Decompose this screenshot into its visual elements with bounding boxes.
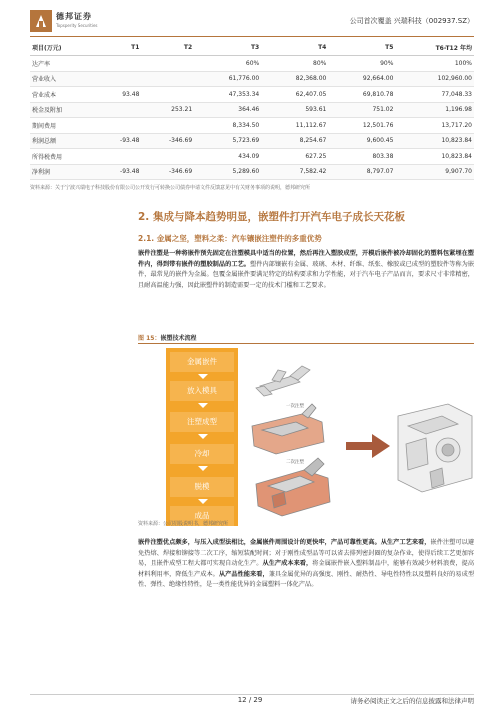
table-cell: 12,501.76 xyxy=(328,118,395,134)
table-cell: 61,776.00 xyxy=(194,71,261,87)
table-source: 资料来源：关于宁波兴瑞电子科技股份有限公司公开发行可转换公司债券申请文件反馈意见中有关财务事项的说明，德邦研究所 xyxy=(30,185,311,191)
flow-step: 冷却 xyxy=(170,444,234,464)
table-cell: 所得税费用 xyxy=(30,149,96,165)
paragraph-lead: 嵌件注塑优点颇多，与压入成型法相比，金属嵌件周围设计的更快牢，产品可靠性更高。 xyxy=(138,539,381,546)
table-cell xyxy=(141,87,194,103)
disclaimer-note: 请务必阅读正文之后的信息披露和法律声明 xyxy=(350,697,474,705)
table-cell: 11,112.67 xyxy=(261,118,328,134)
table-cell: 77,048.33 xyxy=(395,87,474,103)
table-cell: 90% xyxy=(328,56,395,72)
figure-divider xyxy=(138,343,474,344)
paragraph-insert-molding xyxy=(138,249,474,291)
table-cell: 净利润 xyxy=(30,164,96,180)
flow-step: 注塑成型 xyxy=(170,412,234,432)
figure-caption xyxy=(138,333,196,342)
down-arrow-icon xyxy=(198,403,208,408)
stage-label-second: 二次注塑 xyxy=(286,460,304,465)
cost-text: 将金属嵌件嵌入塑料制品中，能够有效减少材料浪费，提高材料利用率，降低生产成本。 xyxy=(138,560,475,578)
table-cell: 434.09 xyxy=(194,149,261,165)
table-cell xyxy=(96,149,141,165)
table-row xyxy=(30,102,474,118)
table-cell xyxy=(141,149,194,165)
table-cell xyxy=(141,118,194,134)
table-row xyxy=(30,149,474,165)
stage-label-first: 一次注塑 xyxy=(286,404,304,409)
process-heading: 从生产工艺来看， xyxy=(380,539,431,546)
footer-divider xyxy=(30,694,474,695)
table-cell: 7,582.42 xyxy=(261,164,328,180)
flow-step: 脱模 xyxy=(170,477,234,497)
table-row xyxy=(30,133,474,149)
flow-step: 成品 xyxy=(170,506,234,526)
table-cell: 62,407.05 xyxy=(261,87,328,103)
table-cell xyxy=(96,102,141,118)
page-number: 12 / 29 xyxy=(237,696,263,704)
table-cell xyxy=(96,118,141,134)
table-cell xyxy=(96,71,141,87)
table-cell: 期间费用 xyxy=(30,118,96,134)
table-cell: 102,960.00 xyxy=(395,71,474,87)
down-arrow-icon xyxy=(198,374,208,379)
table-cell: 593.61 xyxy=(261,102,328,118)
table-cell: 达产率 xyxy=(30,56,96,72)
second-shot-drawing xyxy=(256,458,330,516)
financial-table xyxy=(30,40,474,180)
figure-source: 资料来源：公司招股说明书，德邦研究所 xyxy=(138,521,229,527)
table-cell: 364.46 xyxy=(194,102,261,118)
table-cell: 93.48 xyxy=(96,87,141,103)
table-cell: 9,600.45 xyxy=(328,133,395,149)
table-cell: 80% xyxy=(261,56,328,72)
process-text: 嵌件注塑可以避免热熔、焊接和铆接等二次工序，缩短装配时间；对于刚性成型品等可以省去排列密封圈的复杂作业，使得后续工艺更加容易，且嵌件成型工程大都可实现自动化生产。 xyxy=(138,539,475,567)
table-cell: 82,368.00 xyxy=(261,71,328,87)
table-row xyxy=(30,71,474,87)
table-cell: 627.25 xyxy=(261,149,328,165)
right-arrow-icon xyxy=(346,434,390,458)
down-arrow-icon xyxy=(198,434,208,439)
table-cell: 税金及附加 xyxy=(30,102,96,118)
page-header xyxy=(30,8,474,38)
metal-insert-drawing xyxy=(256,366,310,396)
column-header: T6-T12 年均 xyxy=(395,40,474,56)
table-row xyxy=(30,118,474,134)
down-arrow-icon xyxy=(198,499,208,504)
flow-step: 金属嵌件 xyxy=(170,352,234,372)
table-cell: 5,723.69 xyxy=(194,133,261,149)
table-cell: 253.21 xyxy=(141,102,194,118)
down-arrow-icon xyxy=(198,466,208,471)
table-cell: -346.69 xyxy=(141,133,194,149)
table-cell: 803.38 xyxy=(328,149,395,165)
table-cell: 69,810.78 xyxy=(328,87,395,103)
figure-number: 图 15： xyxy=(138,335,161,342)
finished-product-drawing xyxy=(398,404,472,492)
insert-molding-illustration xyxy=(242,346,474,522)
table-cell: 营业成本 xyxy=(30,87,96,103)
table-cell: 751.02 xyxy=(328,102,395,118)
first-shot-drawing xyxy=(252,404,324,454)
table-cell: 13,717.20 xyxy=(395,118,474,134)
company-logo xyxy=(30,10,52,32)
column-header: T1 xyxy=(96,40,141,56)
column-header: T3 xyxy=(194,40,261,56)
table-cell xyxy=(141,71,194,87)
table-cell: 8,334.50 xyxy=(194,118,261,134)
section-title: 2. 集成与降本趋势明显，嵌塑件打开汽车电子成长天花板 xyxy=(138,211,405,223)
table-row xyxy=(30,56,474,72)
report-title: 公司首次覆盖 兴瑞科技（002937.SZ） xyxy=(349,17,474,25)
table-cell: 利润总额 xyxy=(30,133,96,149)
paragraph-lead: 嵌件注塑是一种将嵌件预先固定在注塑模具中适当的位置，然后再注入塑胶成型，开模后嵌件被冷却固化的塑料包紧埋在塑件内，得到带有嵌件的塑胶制品的工艺。 xyxy=(138,250,474,268)
logo-text: 德邦证券 xyxy=(56,12,92,21)
header-divider xyxy=(30,36,474,37)
table-cell: 9,907.70 xyxy=(395,164,474,180)
table-cell: 100% xyxy=(395,56,474,72)
column-header: 项目(万元) xyxy=(30,40,96,56)
figure-title: 嵌塑技术流程 xyxy=(160,335,197,342)
table-cell xyxy=(141,56,194,72)
performance-text: 兼具金属优异的高强度、刚性、耐热性、导电性特性以及塑料良好的易成型性、弹性、绝缘性特性，是一类性能优异的金属塑料一体化产品。 xyxy=(138,570,475,588)
table-cell: 60% xyxy=(194,56,261,72)
performance-heading: 从产品性能来看， xyxy=(218,570,269,578)
logo-icon xyxy=(34,13,48,29)
column-header: T5 xyxy=(328,40,395,56)
process-figure xyxy=(138,346,474,532)
table-cell: -346.69 xyxy=(141,164,194,180)
table-cell: 47,353.34 xyxy=(194,87,261,103)
table-header-row xyxy=(30,40,474,56)
table-cell: 1,196.98 xyxy=(395,102,474,118)
table-cell: 10,823.84 xyxy=(395,133,474,149)
table-cell: 8,254.67 xyxy=(261,133,328,149)
table-cell: 5,289.60 xyxy=(194,164,261,180)
column-header: T4 xyxy=(261,40,328,56)
paragraph-advantages xyxy=(138,538,474,591)
table-cell: 营业收入 xyxy=(30,71,96,87)
flow-step: 放入模具 xyxy=(170,381,234,401)
table-cell: 10,823.84 xyxy=(395,149,474,165)
table-row xyxy=(30,164,474,180)
table-cell: -93.48 xyxy=(96,133,141,149)
table-cell: 92,664.00 xyxy=(328,71,395,87)
logo-subtext: Topsperity Securities xyxy=(56,23,98,28)
table-cell: 8,797.07 xyxy=(328,164,395,180)
table-row xyxy=(30,87,474,103)
subsection-title: 2.1. 金属之坚，塑料之柔：汽车镶嵌注塑件的多重优势 xyxy=(138,234,322,243)
paragraph-text: 塑件内部镶嵌有金属、玻璃、木材、纤维、纸张、橡胶或已成型的塑胶件等称为嵌件，最常见的嵌件为金属。包覆金属嵌件要满足特定的结构要求和力学性能，对于汽车电子产品而言，要求尺寸非常精密，且耐高温能力强，因此嵌塑件的制造需要一定的技术门槛和工艺要求。 xyxy=(138,260,475,289)
table-cell: -93.48 xyxy=(96,164,141,180)
cost-heading: 从生产成本来看， xyxy=(262,560,313,567)
table-cell xyxy=(96,56,141,72)
column-header: T2 xyxy=(141,40,194,56)
